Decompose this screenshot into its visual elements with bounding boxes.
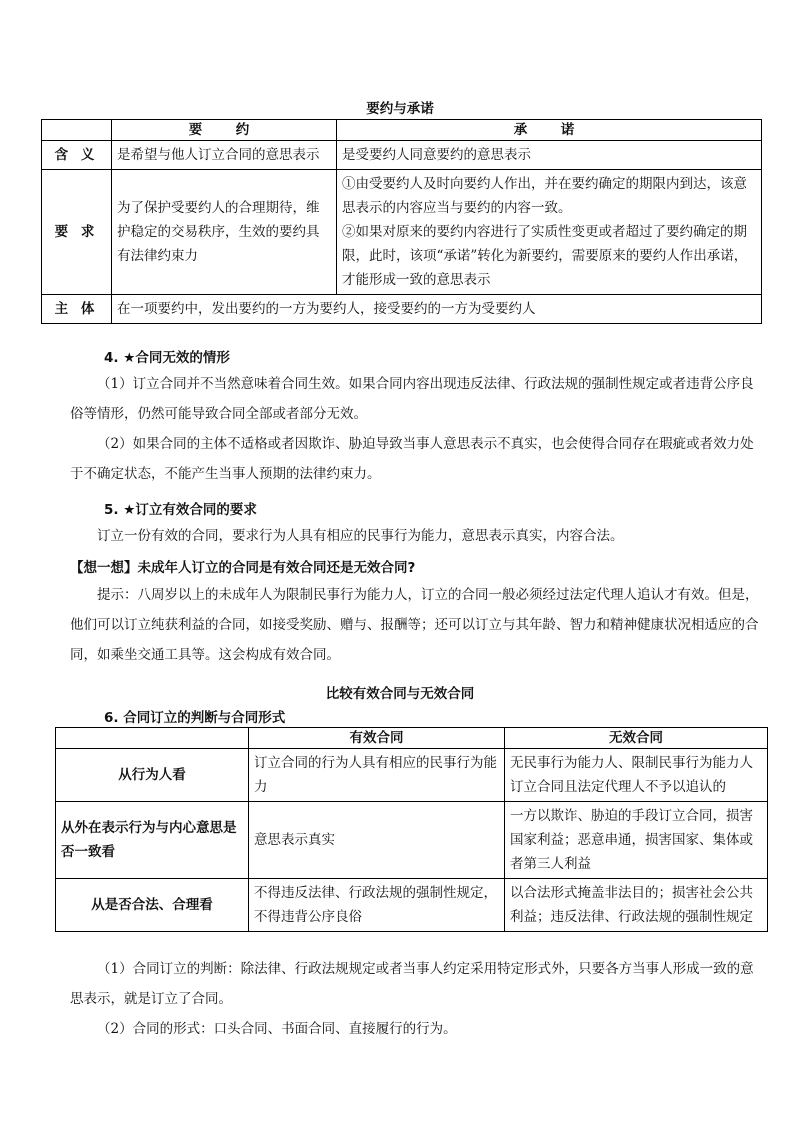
cell-invalid-intent: 一方以欺诈、胁迫的手段订立合同，损害国家利益；恶意串通，损害国家、集体或者第三人利益 <box>505 802 768 879</box>
table-row <box>42 295 762 324</box>
cell-invalid-actor: 无民事行为能力人、限制民事行为能力人订立合同且法定代理人不予以追认的 <box>505 749 768 802</box>
section4-paragraph-2: （2）如果合同的主体不适格或者因欺诈、胁迫导致当事人意思表示不真实，也会使得合同存在瑕疵或者效力处于不确定状态，不能产生当事人预期的法律约束力。 <box>70 436 754 482</box>
section6-body <box>70 954 760 1044</box>
table-header-row <box>42 120 762 141</box>
row-label-actor: 从行为人看 <box>56 749 249 802</box>
header-cell-empty <box>56 728 249 749</box>
cell-invalid-legality: 以合法形式掩盖非法目的；损害社会公共利益；违反法律、行政法规的强制性规定 <box>505 879 768 932</box>
header-cell-empty <box>42 120 112 141</box>
section5-paragraph-1: 订立一份有效的合同，要求行为人具有相应的民事行为能力，意思表示真实，内容合法。 <box>97 528 624 544</box>
section4-paragraph-1: （1）订立合同并不当然意味着合同生效。如果合同内容出现违反法律、行政法规的强制性规定或者违背公序良俗等情形，仍然可能导致合同全部或者部分无效。 <box>70 376 754 422</box>
think-question: 【想一想】未成年人订立的合同是有效合同还是无效合同? <box>70 560 416 576</box>
offer-acceptance-table <box>41 119 762 324</box>
cell-acceptance-requirement <box>337 170 762 295</box>
header-cell-valid: 有效合同 <box>249 728 505 749</box>
section4-heading: 4. ★合同无效的情形 <box>104 350 230 366</box>
cell-offer-meaning: 是希望与他人订立合同的意思表示 <box>112 141 337 170</box>
header-cell-acceptance: 承 诺 <box>337 120 762 141</box>
acceptance-requirement-2: ②如果对原来的要约内容进行了实质性变更或者超过了要约确定的期限，此时，该项“承诺”转化为新要约，需要原来的要约人作出承诺，才能形成一致的意思表示 <box>342 224 748 288</box>
table-header-row <box>56 728 768 749</box>
table-row <box>56 802 768 879</box>
think-hint: 提示：八周岁以上的未成年人为限制民事行为能力人，订立的合同一般必须经过法定代理人追认才有效。但是，他们可以订立纯获利益的合同，如接受奖励、赠与、报酬等；还可以订立与其年龄、智力和精神健康状况相适应的合同，如乘坐交通工具等。这会构成有效合同。 <box>70 587 759 663</box>
cell-subject: 在一项要约中，发出要约的一方为要约人，接受要约的一方为受要约人 <box>112 295 762 324</box>
table-row <box>56 749 768 802</box>
cell-valid-actor: 订立合同的行为人具有相应的民事行为能力 <box>249 749 505 802</box>
cell-valid-legality: 不得违反法律、行政法规的强制性规定，不得违背公序良俗 <box>249 879 505 932</box>
cell-valid-intent: 意思表示真实 <box>249 802 505 879</box>
header-cell-offer: 要 约 <box>112 120 337 141</box>
row-label-subject: 主 体 <box>42 295 112 324</box>
row-label-requirement: 要 求 <box>42 170 112 295</box>
table-row <box>56 879 768 932</box>
valid-invalid-table <box>55 727 768 932</box>
section6-paragraph-1: （1）合同订立的判断：除法律、行政法规规定或者当事人约定采用特定形式外，只要各方当事人形成一致的意思表示，就是订立了合同。 <box>70 961 754 1007</box>
cell-offer-requirement: 为了保护受要约人的合理期待，维护稳定的交易秩序，生效的要约具有法律约束力 <box>112 170 337 295</box>
cell-acceptance-meaning: 是受要约人同意要约的意思表示 <box>337 141 762 170</box>
table1-title: 要约与承诺 <box>366 101 434 117</box>
header-cell-invalid: 无效合同 <box>505 728 768 749</box>
section6-heading: 6. 合同订立的判断与合同形式 <box>104 710 286 726</box>
table2-title: 比较有效合同与无效合同 <box>325 686 475 702</box>
table-row <box>42 141 762 170</box>
row-label-meaning: 含 义 <box>42 141 112 170</box>
row-label-legality: 从是否合法、合理看 <box>56 879 249 932</box>
acceptance-requirement-1: ①由受要约人及时向要约人作出，并在要约确定的期限内到达，该意思表示的内容应当与要约的内容一致。 <box>342 176 747 216</box>
row-label-intent: 从外在表示行为与内心意思是否一致看 <box>56 802 249 879</box>
section5-body <box>70 521 760 551</box>
table-row <box>42 170 762 295</box>
section5-heading: 5. ★订立有效合同的要求 <box>104 502 257 518</box>
think-body <box>70 580 760 670</box>
section4-body <box>70 369 760 489</box>
section6-paragraph-2: （2）合同的形式：口头合同、书面合同、直接履行的行为。 <box>97 1021 457 1037</box>
